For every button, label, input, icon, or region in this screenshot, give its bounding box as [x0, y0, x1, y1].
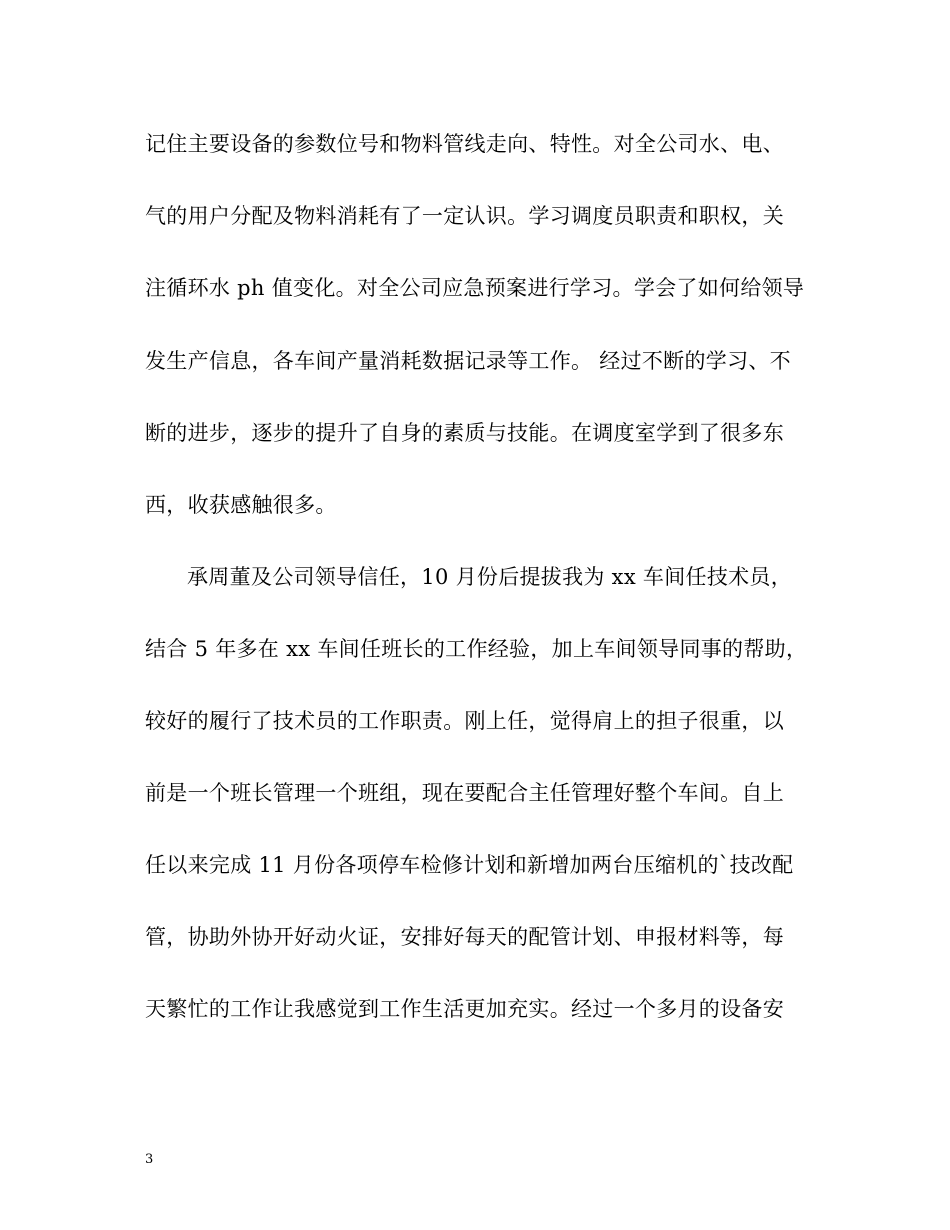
- text-line-1: 记住主要设备的参数位号和物料管线走向、特性。对全公司水、电、: [145, 132, 784, 156]
- text-line-8: 结合 5 年多在 xx 车间任班长的工作经验，加上车间领导同事的帮助，: [145, 637, 808, 661]
- text-line-12: 管，协助外协开好动火证，安排好每天的配管计划、申报材料等，每: [145, 925, 784, 949]
- text-line-3: 注循环水 ph 值变化。对全公司应急预案进行学习。学会了如何给领导: [145, 276, 805, 300]
- text-line-13: 天繁忙的工作让我感觉到工作生活更加充实。经过一个多月的设备安: [145, 997, 784, 1021]
- text-line-2: 气的用户分配及物料消耗有了一定认识。学习调度员职责和职权，关: [145, 204, 784, 228]
- text-line-10: 前是一个班长管理一个班组，现在要配合主任管理好整个车间。自上: [145, 781, 784, 805]
- text-line-4: 发生产信息，各车间产量消耗数据记录等工作。 经过不断的学习、不: [145, 349, 791, 373]
- text-line-9: 较好的履行了技术员的工作职责。刚上任，觉得肩上的担子很重，以: [145, 709, 784, 733]
- text-line-5: 断的进步，逐步的提升了自身的素质与技能。在调度室学到了很多东: [145, 421, 784, 445]
- text-line-11: 任以来完成 11 月份各项停车检修计划和新增加两台压缩机的`技改配: [145, 853, 794, 877]
- text-line-7: 承周董及公司领导信任，10 月份后提拔我为 xx 车间任技术员，: [187, 565, 793, 589]
- page-number: 3: [145, 1152, 154, 1167]
- text-line-6: 西，收获感触很多。: [145, 493, 337, 517]
